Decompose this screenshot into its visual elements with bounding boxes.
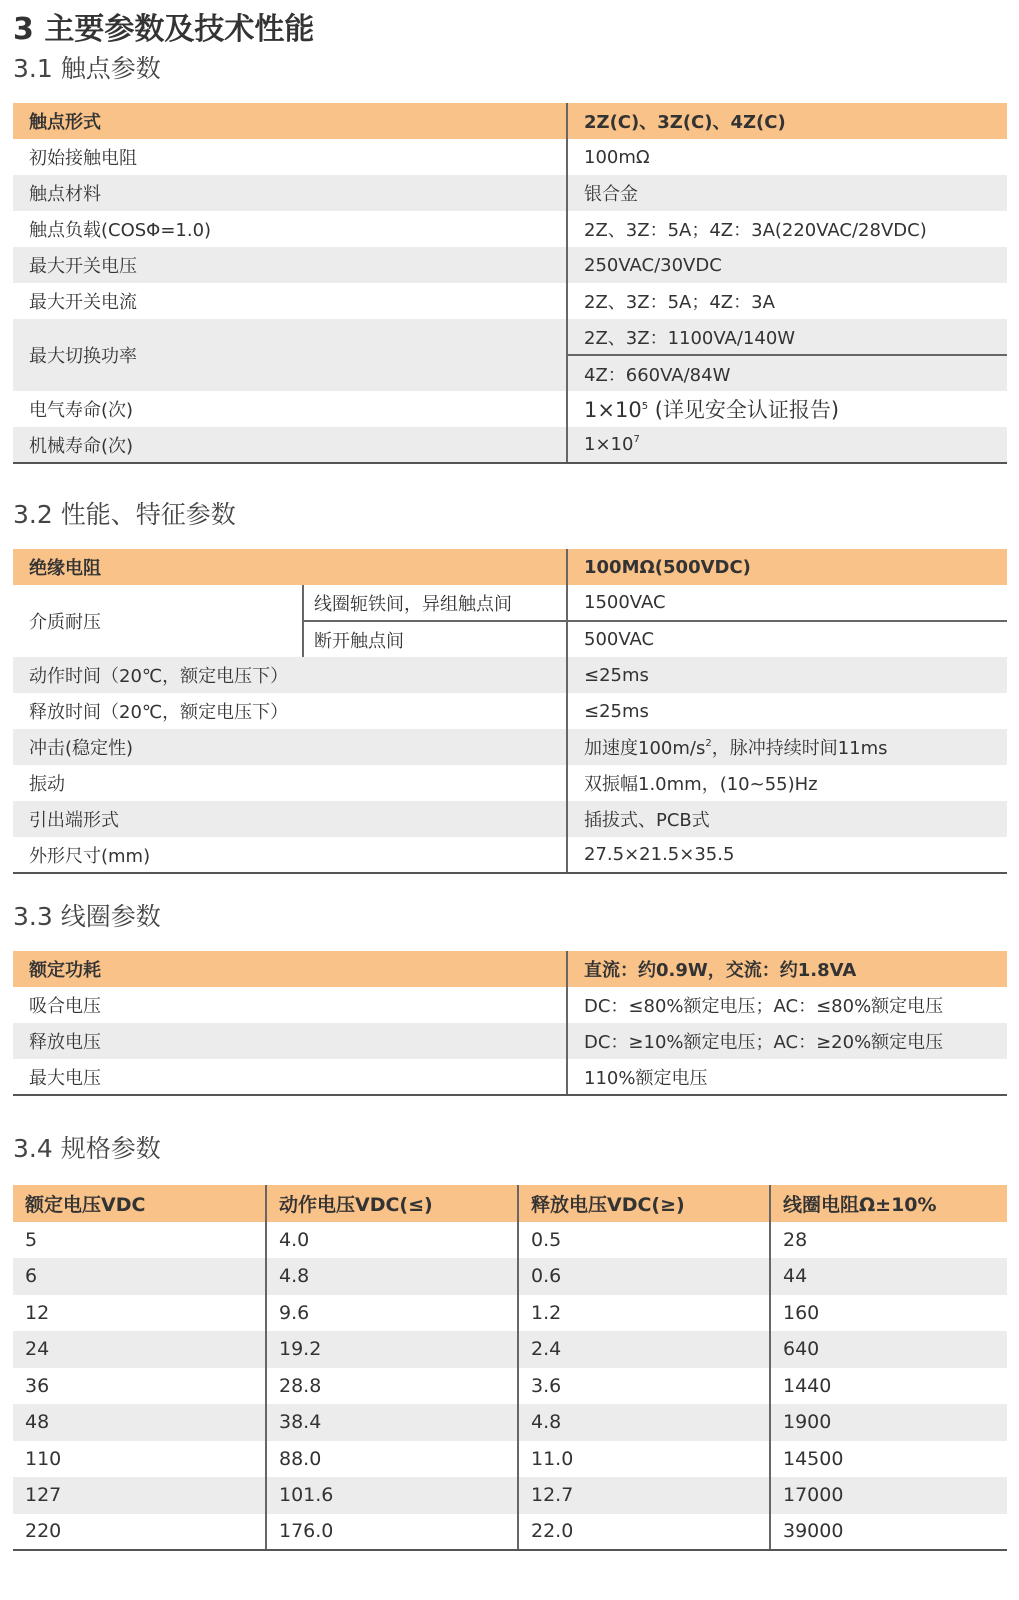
elec-life-exponent: 5 xyxy=(641,401,649,412)
table-row xyxy=(13,1441,1007,1478)
row-value: 4Z：660VA/84W xyxy=(567,355,1007,391)
table-row xyxy=(13,1295,1007,1332)
mech-life-base: 1×10 xyxy=(584,434,634,455)
row-label: 外形尺寸(mm) xyxy=(13,837,567,873)
row-value: ≤25ms xyxy=(567,657,1007,693)
table-cell: 9.6 xyxy=(266,1295,518,1332)
row-value: 100mΩ xyxy=(567,139,1007,175)
table-cell: 160 xyxy=(770,1295,1007,1332)
table-row xyxy=(13,1404,1007,1441)
table-row xyxy=(13,837,1007,873)
row-value: DC：≤80%额定电压；AC：≤80%额定电压 xyxy=(567,987,1007,1023)
table-header-row xyxy=(13,1185,1007,1222)
table-cell: 127 xyxy=(13,1477,266,1514)
table-row xyxy=(13,1059,1007,1095)
row-label: 释放电压 xyxy=(13,1023,567,1059)
row-label: 最大开关电压 xyxy=(13,247,567,283)
row-value: 银合金 xyxy=(567,175,1007,211)
table-cell: 88.0 xyxy=(266,1441,518,1478)
table-row xyxy=(13,693,1007,729)
shock-exponent: 2 xyxy=(705,738,712,749)
table-row xyxy=(13,427,1007,463)
table-cell: 640 xyxy=(770,1331,1007,1368)
row-value: DC：≥10%额定电压；AC：≥20%额定电压 xyxy=(567,1023,1007,1059)
table-cell: 28.8 xyxy=(266,1368,518,1405)
row-label: 振动 xyxy=(13,765,567,801)
row-label: 触点负载(COSΦ=1.0) xyxy=(13,211,567,247)
row-label: 冲击(稳定性) xyxy=(13,729,567,765)
row-value: 1500VAC xyxy=(567,585,1007,621)
row-label: 介质耐压 xyxy=(13,585,303,657)
row-label: 最大切换功率 xyxy=(13,319,567,391)
row-value xyxy=(567,729,1007,765)
contact-params-table xyxy=(13,103,1007,464)
specs-table xyxy=(13,1185,1007,1551)
table-cell: 1900 xyxy=(770,1404,1007,1441)
row-value: 2Z、3Z：1100VA/140W xyxy=(567,319,1007,355)
table-row xyxy=(13,585,1007,621)
table-row xyxy=(13,1258,1007,1295)
table-row xyxy=(13,765,1007,801)
table-cell: 0.6 xyxy=(518,1258,770,1295)
table-cell: 44 xyxy=(770,1258,1007,1295)
section-title-contact: 3.1 触点参数 xyxy=(13,54,161,83)
table-cell: 2.4 xyxy=(518,1331,770,1368)
table-cell: 11.0 xyxy=(518,1441,770,1478)
header-value: 直流：约0.9W，交流：约1.8VA xyxy=(567,951,1007,987)
column-header: 额定电压VDC xyxy=(13,1185,266,1222)
table-row xyxy=(13,175,1007,211)
elec-life-note: (详见安全认证报告) xyxy=(648,398,840,422)
table-row xyxy=(13,987,1007,1023)
column-header: 释放电压VDC(≥) xyxy=(518,1185,770,1222)
row-value: 250VAC/30VDC xyxy=(567,247,1007,283)
row-label: 初始接触电阻 xyxy=(13,139,567,175)
table-row xyxy=(13,319,1007,355)
table-cell: 48 xyxy=(13,1404,266,1441)
table-row xyxy=(13,1023,1007,1059)
table-cell: 39000 xyxy=(770,1514,1007,1551)
row-value xyxy=(567,427,1007,463)
table-cell: 220 xyxy=(13,1514,266,1551)
column-header: 线圈电阻Ω±10% xyxy=(770,1185,1007,1222)
table-row xyxy=(13,1331,1007,1368)
table-row xyxy=(13,657,1007,693)
table-cell: 24 xyxy=(13,1331,266,1368)
table-row xyxy=(13,729,1007,765)
table-cell: 4.8 xyxy=(518,1404,770,1441)
row-value: 双振幅1.0mm，(10~55)Hz xyxy=(567,765,1007,801)
row-label: 触点材料 xyxy=(13,175,567,211)
table-row xyxy=(13,391,1007,427)
table-header-row xyxy=(13,951,1007,987)
header-value: 100MΩ(500VDC) xyxy=(567,549,1007,585)
table-cell: 1.2 xyxy=(518,1295,770,1332)
table-row xyxy=(13,247,1007,283)
row-value xyxy=(567,391,1007,427)
header-label: 触点形式 xyxy=(13,103,567,139)
table-cell: 28 xyxy=(770,1222,1007,1259)
row-label: 吸合电压 xyxy=(13,987,567,1023)
table-cell: 1440 xyxy=(770,1368,1007,1405)
table-row xyxy=(13,283,1007,319)
table-cell: 19.2 xyxy=(266,1331,518,1368)
table-header-row xyxy=(13,103,1007,139)
table-cell: 6 xyxy=(13,1258,266,1295)
row-value: 27.5×21.5×35.5 xyxy=(567,837,1007,873)
section-title-performance: 3.2 性能、特征参数 xyxy=(13,500,236,529)
table-cell: 0.5 xyxy=(518,1222,770,1259)
table-cell: 5 xyxy=(13,1222,266,1259)
shock-duration: ，脉冲持续时间11ms xyxy=(711,738,888,759)
row-value: 110%额定电压 xyxy=(567,1059,1007,1095)
table-row xyxy=(13,1477,1007,1514)
mech-life-exponent: 7 xyxy=(633,434,640,445)
table-cell: 101.6 xyxy=(266,1477,518,1514)
row-sublabel: 断开触点间 xyxy=(303,621,567,657)
row-label: 释放时间（20℃，额定电压下） xyxy=(13,693,567,729)
table-row xyxy=(13,211,1007,247)
row-value: 插拔式、PCB式 xyxy=(567,801,1007,837)
section-title-coil: 3.3 线圈参数 xyxy=(13,902,161,931)
row-label: 电气寿命(次) xyxy=(13,391,567,427)
table-row xyxy=(13,1514,1007,1551)
table-row xyxy=(13,1368,1007,1405)
table-cell: 38.4 xyxy=(266,1404,518,1441)
table-row xyxy=(13,139,1007,175)
performance-params-table xyxy=(13,549,1007,874)
table-cell: 14500 xyxy=(770,1441,1007,1478)
row-value: ≤25ms xyxy=(567,693,1007,729)
column-header: 动作电压VDC(≤) xyxy=(266,1185,518,1222)
row-value: 2Z、3Z：5A；4Z：3A(220VAC/28VDC) xyxy=(567,211,1007,247)
header-label: 额定功耗 xyxy=(13,951,567,987)
row-value: 500VAC xyxy=(567,621,1007,657)
row-label: 动作时间（20℃，额定电压下） xyxy=(13,657,567,693)
table-cell: 12.7 xyxy=(518,1477,770,1514)
table-cell: 4.8 xyxy=(266,1258,518,1295)
table-row xyxy=(13,1222,1007,1259)
table-header-row xyxy=(13,549,1007,585)
header-label: 绝缘电阻 xyxy=(13,549,567,585)
table-cell: 176.0 xyxy=(266,1514,518,1551)
elec-life-base: 1×10 xyxy=(584,398,642,422)
table-cell: 12 xyxy=(13,1295,266,1332)
table-cell: 3.6 xyxy=(518,1368,770,1405)
row-sublabel: 线圈轭铁间，异组触点间 xyxy=(303,585,567,621)
page-title: 3 主要参数及技术性能 xyxy=(13,12,315,47)
table-cell: 110 xyxy=(13,1441,266,1478)
header-value: 2Z(C)、3Z(C)、4Z(C) xyxy=(567,103,1007,139)
table-cell: 22.0 xyxy=(518,1514,770,1551)
row-label: 机械寿命(次) xyxy=(13,427,567,463)
row-label: 最大开关电流 xyxy=(13,283,567,319)
table-cell: 4.0 xyxy=(266,1222,518,1259)
row-label: 引出端形式 xyxy=(13,801,567,837)
row-label: 最大电压 xyxy=(13,1059,567,1095)
table-row xyxy=(13,801,1007,837)
coil-params-table xyxy=(13,951,1007,1096)
row-value: 2Z、3Z：5A；4Z：3A xyxy=(567,283,1007,319)
shock-accel: 加速度100m/s xyxy=(584,738,706,759)
section-title-specs: 3.4 规格参数 xyxy=(13,1134,161,1163)
table-cell: 36 xyxy=(13,1368,266,1405)
table-cell: 17000 xyxy=(770,1477,1007,1514)
